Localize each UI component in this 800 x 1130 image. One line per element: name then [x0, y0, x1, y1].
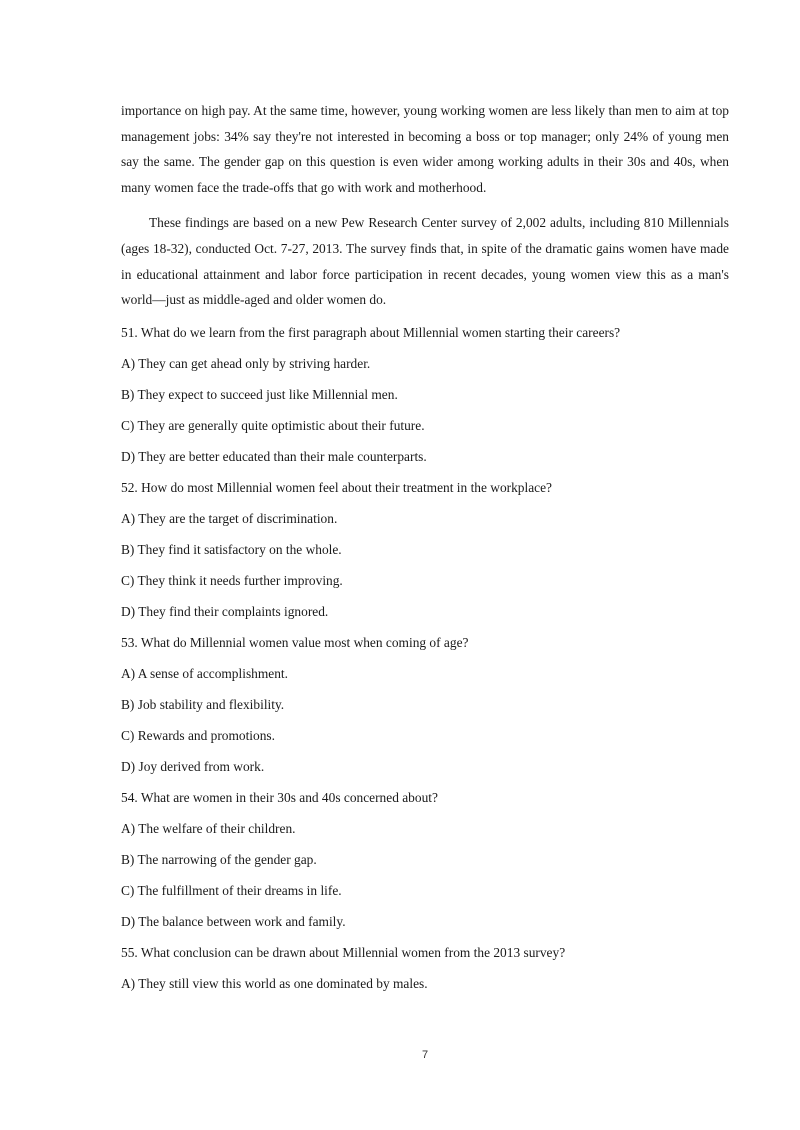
- passage-paragraph-1: importance on high pay. At the same time, however, young working women are less likely than men to aim at top management jobs: 34% say they're not interested in becoming a boss or top manager; only 24% of young men say the same. The gender gap on this question is even wider among working adults in their 30s and 40s, when many women face the trade-offs that go with work and motherhood.: [121, 103, 729, 195]
- option-c: C) Rewards and promotions.: [121, 727, 275, 743]
- question-51: [121, 323, 729, 467]
- option-b: B) Job stability and flexibility.: [121, 696, 285, 712]
- option-b: B) The narrowing of the gender gap.: [121, 851, 317, 867]
- question-stem: 55. What conclusion can be drawn about Millennial women from the 2013 survey?: [121, 944, 566, 960]
- passage-paragraph-2: These findings are based on a new Pew Research Center survey of 2,002 adults, including 810 Millennials (ages 18-32), conducted Oct. 7-27, 2013. The survey finds that, in spite of the dramatic gains women have made in educational attainment and labor force participation in recent decades, young women view this as a man's world—just as middle-aged and older women do.: [121, 215, 729, 308]
- option-b: B) They find it satisfactory on the whole.: [121, 541, 342, 557]
- question-53: [121, 633, 729, 777]
- question-stem: 53. What do Millennial women value most when coming of age?: [121, 634, 469, 650]
- question-stem: 51. What do we learn from the first paragraph about Millennial women starting their careers?: [121, 324, 621, 340]
- option-c: C) The fulfillment of their dreams in life.: [121, 882, 342, 898]
- question-55: [121, 943, 729, 994]
- option-a: A) The welfare of their children.: [121, 820, 296, 836]
- page-number: 7: [421, 1049, 429, 1061]
- option-a: A) A sense of accomplishment.: [121, 665, 288, 681]
- option-a: A) They are the target of discrimination.: [121, 510, 338, 526]
- option-b: B) They expect to succeed just like Millennial men.: [121, 386, 398, 402]
- option-c: C) They think it needs further improving.: [121, 572, 343, 588]
- document-page: [121, 98, 729, 1005]
- option-a: A) They still view this world as one dominated by males.: [121, 975, 428, 991]
- question-54: [121, 788, 729, 932]
- question-stem: 54. What are women in their 30s and 40s concerned about?: [121, 789, 438, 805]
- option-d: D) The balance between work and family.: [121, 913, 346, 929]
- option-d: D) They are better educated than their male counterparts.: [121, 448, 427, 464]
- option-d: D) They find their complaints ignored.: [121, 603, 329, 619]
- question-stem: 52. How do most Millennial women feel about their treatment in the workplace?: [121, 479, 552, 495]
- question-52: [121, 478, 729, 622]
- option-d: D) Joy derived from work.: [121, 758, 265, 774]
- option-a: A) They can get ahead only by striving harder.: [121, 355, 371, 371]
- option-c: C) They are generally quite optimistic about their future.: [121, 417, 425, 433]
